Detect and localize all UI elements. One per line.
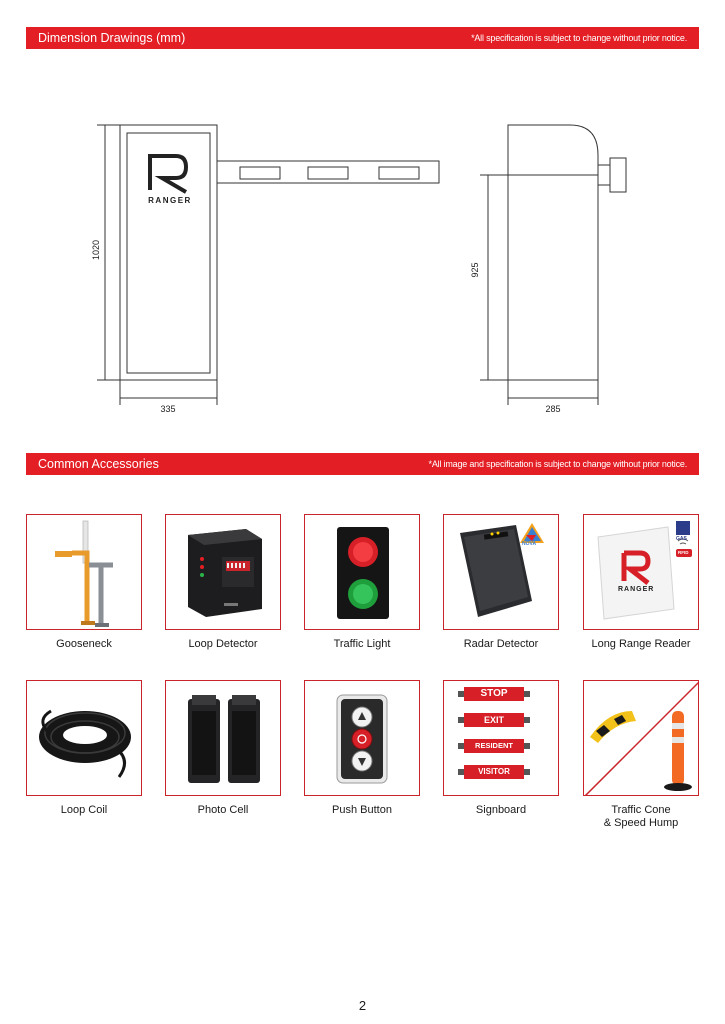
accessory-label-line1: Traffic Cone — [611, 804, 671, 816]
accessory-tile-radar-detector[interactable] — [443, 514, 559, 630]
section-note: *All image and specification is subject to change without prior notice. — [428, 459, 687, 469]
loop-detector-icon — [166, 515, 281, 630]
accessory-label: Push Button — [332, 804, 392, 816]
page-number: 2 — [358, 998, 367, 1013]
side-cabinet-outline — [508, 125, 598, 380]
accessory-tile-traffic-light[interactable] — [304, 514, 420, 630]
radar-detector-icon — [444, 515, 559, 630]
dim-label-width-side: 285 — [545, 404, 561, 414]
front-cabinet-outline — [120, 125, 217, 380]
accessory-label: Loop Detector — [188, 638, 258, 650]
ranger-logo — [150, 156, 186, 192]
sign-exit: EXIT — [483, 715, 504, 725]
barrier-arm — [217, 161, 439, 183]
dimension-drawings — [0, 0, 725, 440]
loop-coil-icon — [27, 681, 142, 796]
front-cabinet-inner — [127, 133, 210, 373]
sign-stop: STOP — [480, 688, 508, 699]
traffic-cone-icon — [584, 681, 699, 796]
accessory-tile-traffic-cone-speed-hump[interactable] — [583, 680, 699, 796]
sign-resident: RESIDENT — [475, 741, 513, 750]
accessory-tile-signboard[interactable] — [443, 680, 559, 796]
accessory-label — [571, 804, 711, 830]
dim-label-height-side: 925 — [470, 262, 480, 278]
arm-slot — [379, 167, 419, 179]
side-hub — [598, 165, 610, 185]
sign-visitor: VISITOR — [478, 767, 510, 776]
accessory-tile-long-range-reader[interactable] — [583, 514, 699, 630]
accessory-label: Radar Detector — [463, 638, 539, 650]
dim-label-height-front: 1020 — [91, 239, 101, 261]
accessory-tile-photo-cell[interactable] — [165, 680, 281, 796]
dim-label-width-front: 335 — [160, 404, 176, 414]
reader-brand: RANGER — [618, 586, 655, 593]
traffic-light-icon — [305, 515, 420, 630]
arm-slot — [308, 167, 348, 179]
radar-badge: NOVA — [522, 541, 537, 547]
side-arm-mount — [610, 158, 626, 192]
accessory-tile-push-button[interactable] — [304, 680, 420, 796]
accessory-label-line2: & Speed Hump — [603, 817, 679, 829]
reader-badge-rfid: RFID — [678, 550, 689, 555]
common-accessories-banner — [26, 453, 699, 475]
section-note: *All specification is subject to change without prior notice. — [471, 33, 687, 43]
accessory-label: Photo Cell — [197, 804, 249, 816]
accessory-tile-loop-coil[interactable] — [26, 680, 142, 796]
accessory-label: Traffic Light — [333, 638, 391, 650]
side-view — [480, 125, 626, 405]
accessory-tile-loop-detector[interactable] — [165, 514, 281, 630]
photo-cell-icon — [166, 681, 281, 796]
accessory-label: Signboard — [475, 804, 527, 816]
section-title: Common Accessories — [38, 457, 159, 471]
gooseneck-icon — [27, 515, 142, 630]
accessory-label: Loop Coil — [60, 804, 108, 816]
arm-slot — [240, 167, 280, 179]
ranger-brand-text: RANGER — [148, 196, 192, 205]
reader-badge-gas: GAS — [676, 536, 687, 542]
push-button-icon — [305, 681, 420, 796]
accessory-label: Gooseneck — [56, 638, 112, 650]
accessory-tile-gooseneck[interactable] — [26, 514, 142, 630]
section-title: Dimension Drawings (mm) — [38, 31, 186, 45]
long-range-reader-icon — [584, 515, 699, 630]
accessory-label: Long Range Reader — [591, 638, 691, 650]
